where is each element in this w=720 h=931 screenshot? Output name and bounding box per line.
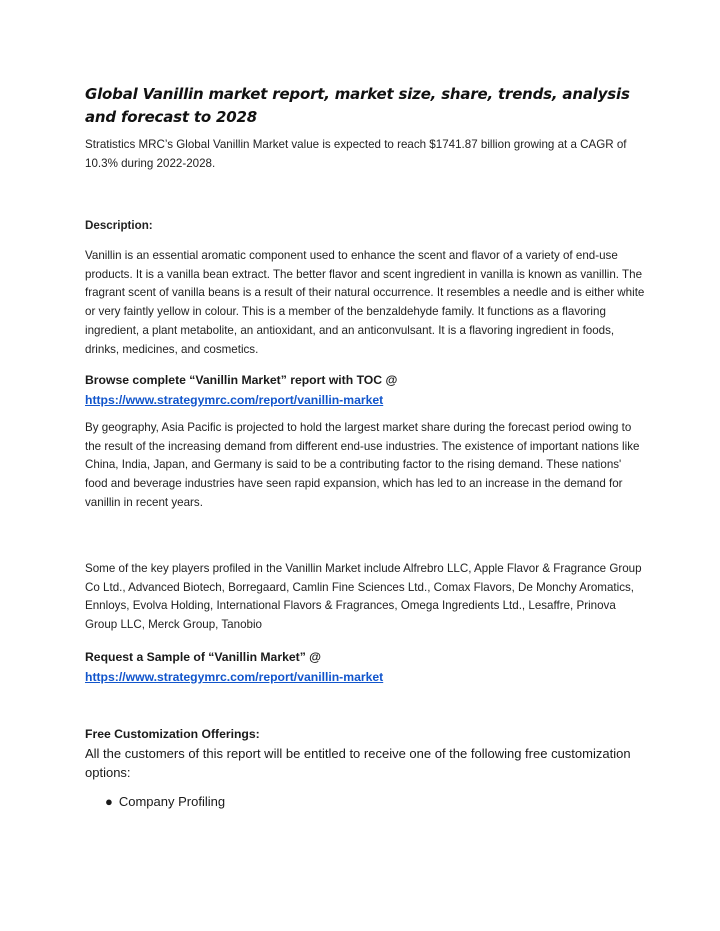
sample-section: [85, 648, 645, 687]
browse-section: [85, 371, 645, 410]
key-players-paragraph: Some of the key players profiled in the Vanillin Market include Alfrebro LLC, Apple Flavor & Fragrance Group Co Ltd., Advanced Biotech, Borregaard, Camlin Fine Sciences Ltd., Comax Flavors, De Monchy Aromatics, Ennloys, Evolva Holding, International Flavors & Fragrances, Omega Ingredients Ltd., Lesaffre, Prinova Group LLC, Merck Group, Tanobio: [85, 562, 642, 632]
bullet-icon: ●: [105, 794, 113, 809]
sample-report-link[interactable]: https://www.strategymrc.com/report/vanillin-market: [85, 669, 384, 684]
browse-label: Browse complete “Vanillin Market” report with TOC @: [85, 373, 398, 387]
report-title: Global Vanillin market report, market size, share, trends, analysis and forecast to 2028: [85, 85, 630, 126]
description-label: Description:: [85, 219, 153, 232]
bullet-label: Company Profiling: [118, 794, 226, 809]
bullet-list-item: [105, 792, 665, 811]
customization-paragraph: All the customers of this report will be entitled to receive one of the following free customization options:: [85, 746, 631, 780]
description-paragraph: Vanillin is an essential aromatic component used to enhance the scent and flavor of a variety of end-use products. It is a vanilla bean extract. The better flavor and scent ingredient in vanilla is known as vanillin. The fragrant scent of vanilla beans is a result of their natural occurrence. It resembles a needle and is either white or very faintly yellow in colour. This is a member of the benzaldehyde family. It functions as a flavoring ingredient, a plant metabolite, an antioxidant, and an anticonvulsant. It is a flavoring ingredient in foods, drinks, medicines, and cosmetics.: [85, 249, 645, 356]
sample-label: Request a Sample of “Vanillin Market” @: [85, 650, 322, 664]
browse-report-link[interactable]: https://www.strategymrc.com/report/vanillin-market: [85, 392, 384, 407]
customization-heading: Free Customization Offerings:: [85, 727, 260, 741]
geography-paragraph: By geography, Asia Pacific is projected to hold the largest market share during the forecast period owing to the result of the increasing demand from different end-use industries. The existence of important nations like China, India, Japan, and Germany is said to be a contributing factor to the rising demand. These nations' food and beverage industries have seen rapid expansion, which has led to an increase in the demand for vanillin in recent years.: [85, 421, 640, 509]
intro-paragraph: Stratistics MRC’s Global Vanillin Market value is expected to reach $1741.87 billion growing at a CAGR of 10.3% during 2022-2028.: [85, 138, 627, 170]
